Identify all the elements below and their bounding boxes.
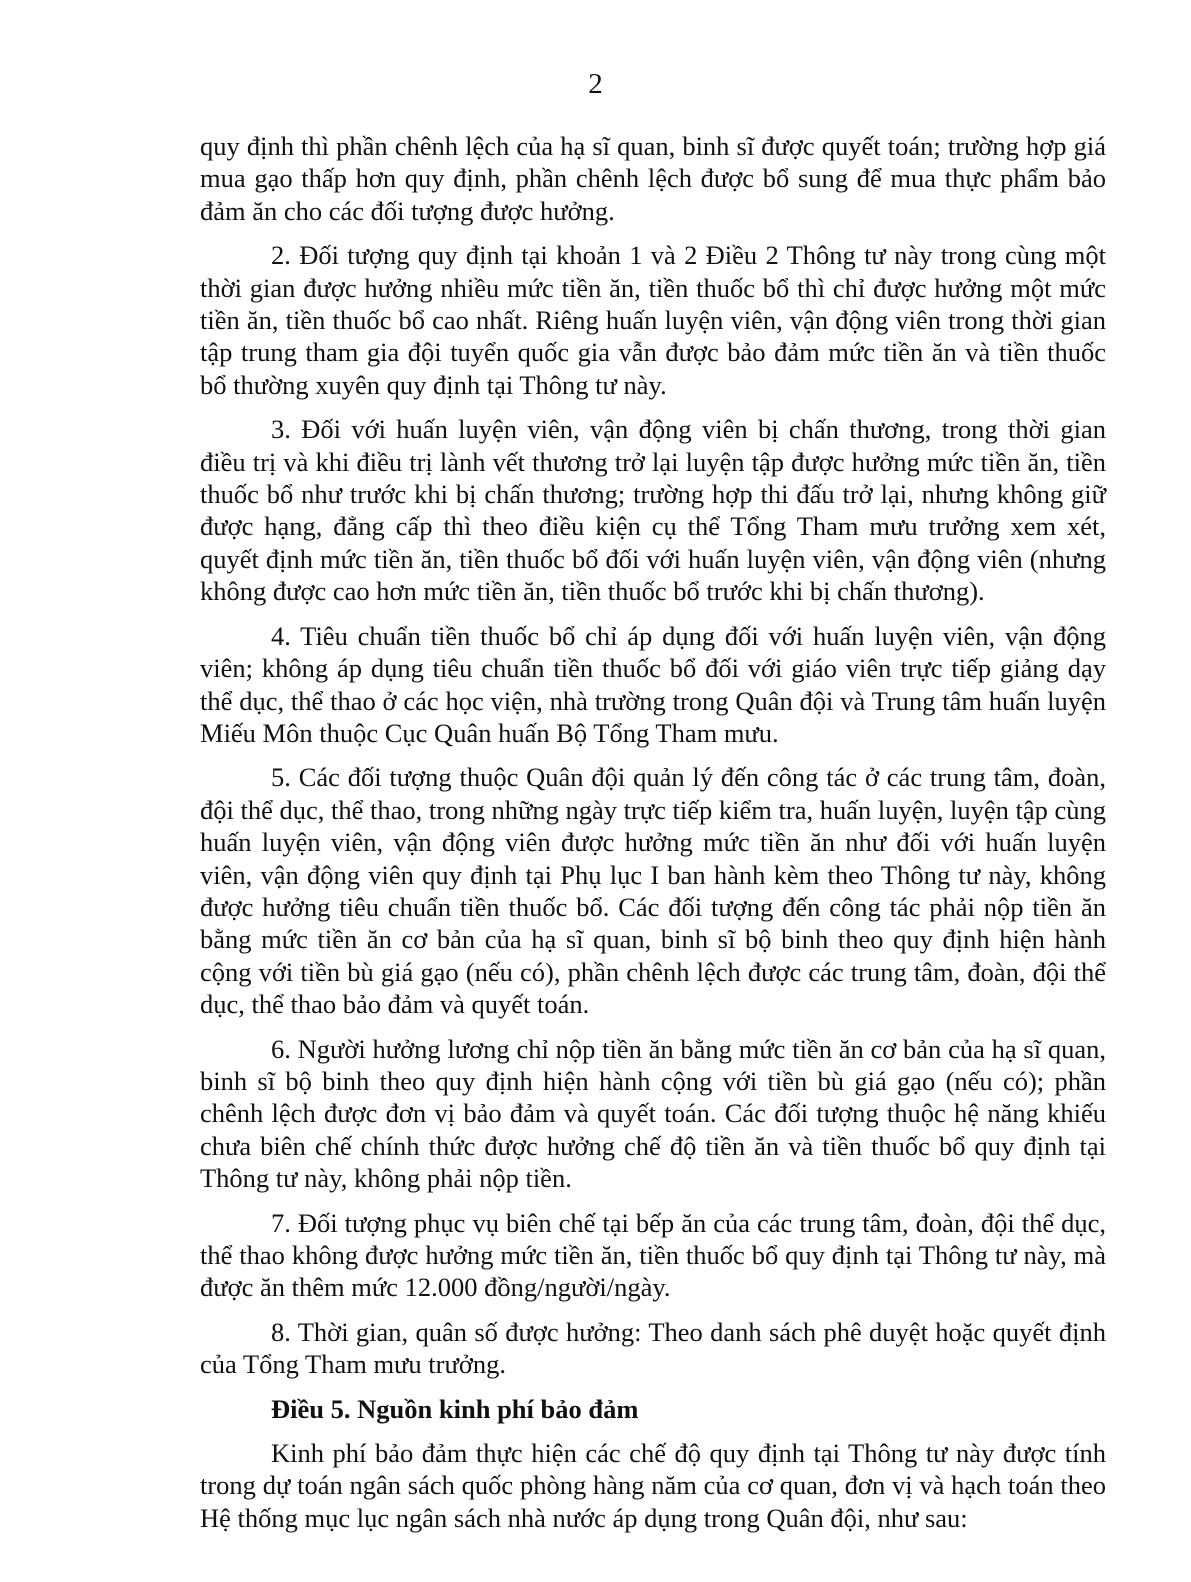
paragraph-item-7: 7. Đối tượng phục vụ biên chế tại bếp ăn của các trung tâm, đoàn, đội thể dục, thể thao không được hưởng mức tiền ăn, tiền thuốc bổ quy định tại Thông tư này, mà được ăn thêm mức 12.000 đồng/người/ngày. [200,1207,1106,1303]
paragraph-item-2: 2. Đối tượng quy định tại khoản 1 và 2 Điều 2 Thông tư này trong cùng một thời gian được hưởng nhiều mức tiền ăn, tiền thuốc bổ thì chỉ được hưởng một mức tiền ăn, tiền thuốc bổ cao nhất. Riêng huấn luyện viên, vận động viên trong thời gian tập trung tham gia đội tuyển quốc gia vẫn được bảo đảm mức tiền ăn và tiền thuốc bổ thường xuyên quy định tại Thông tư này. [200,240,1106,400]
paragraph-item-4: 4. Tiêu chuẩn tiền thuốc bổ chỉ áp dụng đối với huấn luyện viên, vận động viên; không áp dụng tiêu chuẩn tiền thuốc bổ đối với giáo viên trực tiếp giảng dạy thể dục, thể thao ở các học viện, nhà trường trong Quân đội và Trung tâm huấn luyện Miếu Môn thuộc Cục Quân huấn Bộ Tổng Tham mưu. [200,620,1106,748]
paragraph-continuation: quy định thì phần chênh lệch của hạ sĩ quan, binh sĩ được quyết toán; trường hợp giá mua gạo thấp hơn quy định, phần chênh lệch được bổ sung để mua thực phẩm bảo đảm ăn cho các đối tượng được hưởng. [200,131,1106,226]
article-5-heading: Điều 5. Nguồn kinh phí bảo đảm [271,1393,639,1424]
page-number: 2 [588,68,603,100]
paragraph-item-5: 5. Các đối tượng thuộc Quân đội quản lý đến công tác ở các trung tâm, đoàn, đội thể dục, thể thao, trong những ngày trực tiếp kiểm tra, huấn luyện, luyện tập cùng huấn luyện viên, vận động viên được hưởng mức tiền ăn như đối với huấn luyện viên, vận động viên quy định tại Phụ lục I ban hành kèm theo Thông tư này, không được hưởng tiêu chuẩn tiền thuốc bổ. Các đối tượng đến công tác phải nộp tiền ăn bằng mức tiền ăn cơ bản của hạ sĩ quan, binh sĩ bộ binh theo quy định hiện hành cộng với tiền bù giá gạo (nếu có), phần chênh lệch được các trung tâm, đoàn, đội thể dục, thể thao bảo đảm và quyết toán. [200,762,1106,1020]
paragraph-article-5-body: Kinh phí bảo đảm thực hiện các chế độ quy định tại Thông tư này được tính trong dự toán ngân sách quốc phòng hàng năm của cơ quan, đơn vị và hạch toán theo Hệ thống mục lục ngân sách nhà nước áp dụng trong Quân đội, như sau: [200,1438,1106,1533]
paragraph-item-8: 8. Thời gian, quân số được hưởng: Theo danh sách phê duyệt hoặc quyết định của Tổng Tham mưu trưởng. [200,1316,1106,1380]
document-body [200,130,1106,1546]
paragraph-item-3: 3. Đối với huấn luyện viên, vận động viên bị chấn thương, trong thời gian điều trị và khi điều trị lành vết thương trở lại luyện tập được hưởng mức tiền ăn, tiền thuốc bổ như trước khi bị chấn thương; trường hợp thi đấu trở lại, nhưng không giữ được hạng, đẳng cấp thì theo điều kiện cụ thể Tổng Tham mưu trưởng xem xét, quyết định mức tiền ăn, tiền thuốc bổ đối với huấn luyện viên, vận động viên (nhưng không được cao hơn mức tiền ăn, tiền thuốc bổ trước khi bị chấn thương). [200,414,1106,607]
paragraph-item-6: 6. Người hưởng lương chỉ nộp tiền ăn bằng mức tiền ăn cơ bản của hạ sĩ quan, binh sĩ bộ binh theo quy định hiện hành cộng với tiền bù giá gạo (nếu có); phần chênh lệch được đơn vị bảo đảm và quyết toán. Các đối tượng thuộc hệ năng khiếu chưa biên chế chính thức được hưởng chế độ tiền ăn và tiền thuốc bổ quy định tại Thông tư này, không phải nộp tiền. [200,1033,1106,1194]
